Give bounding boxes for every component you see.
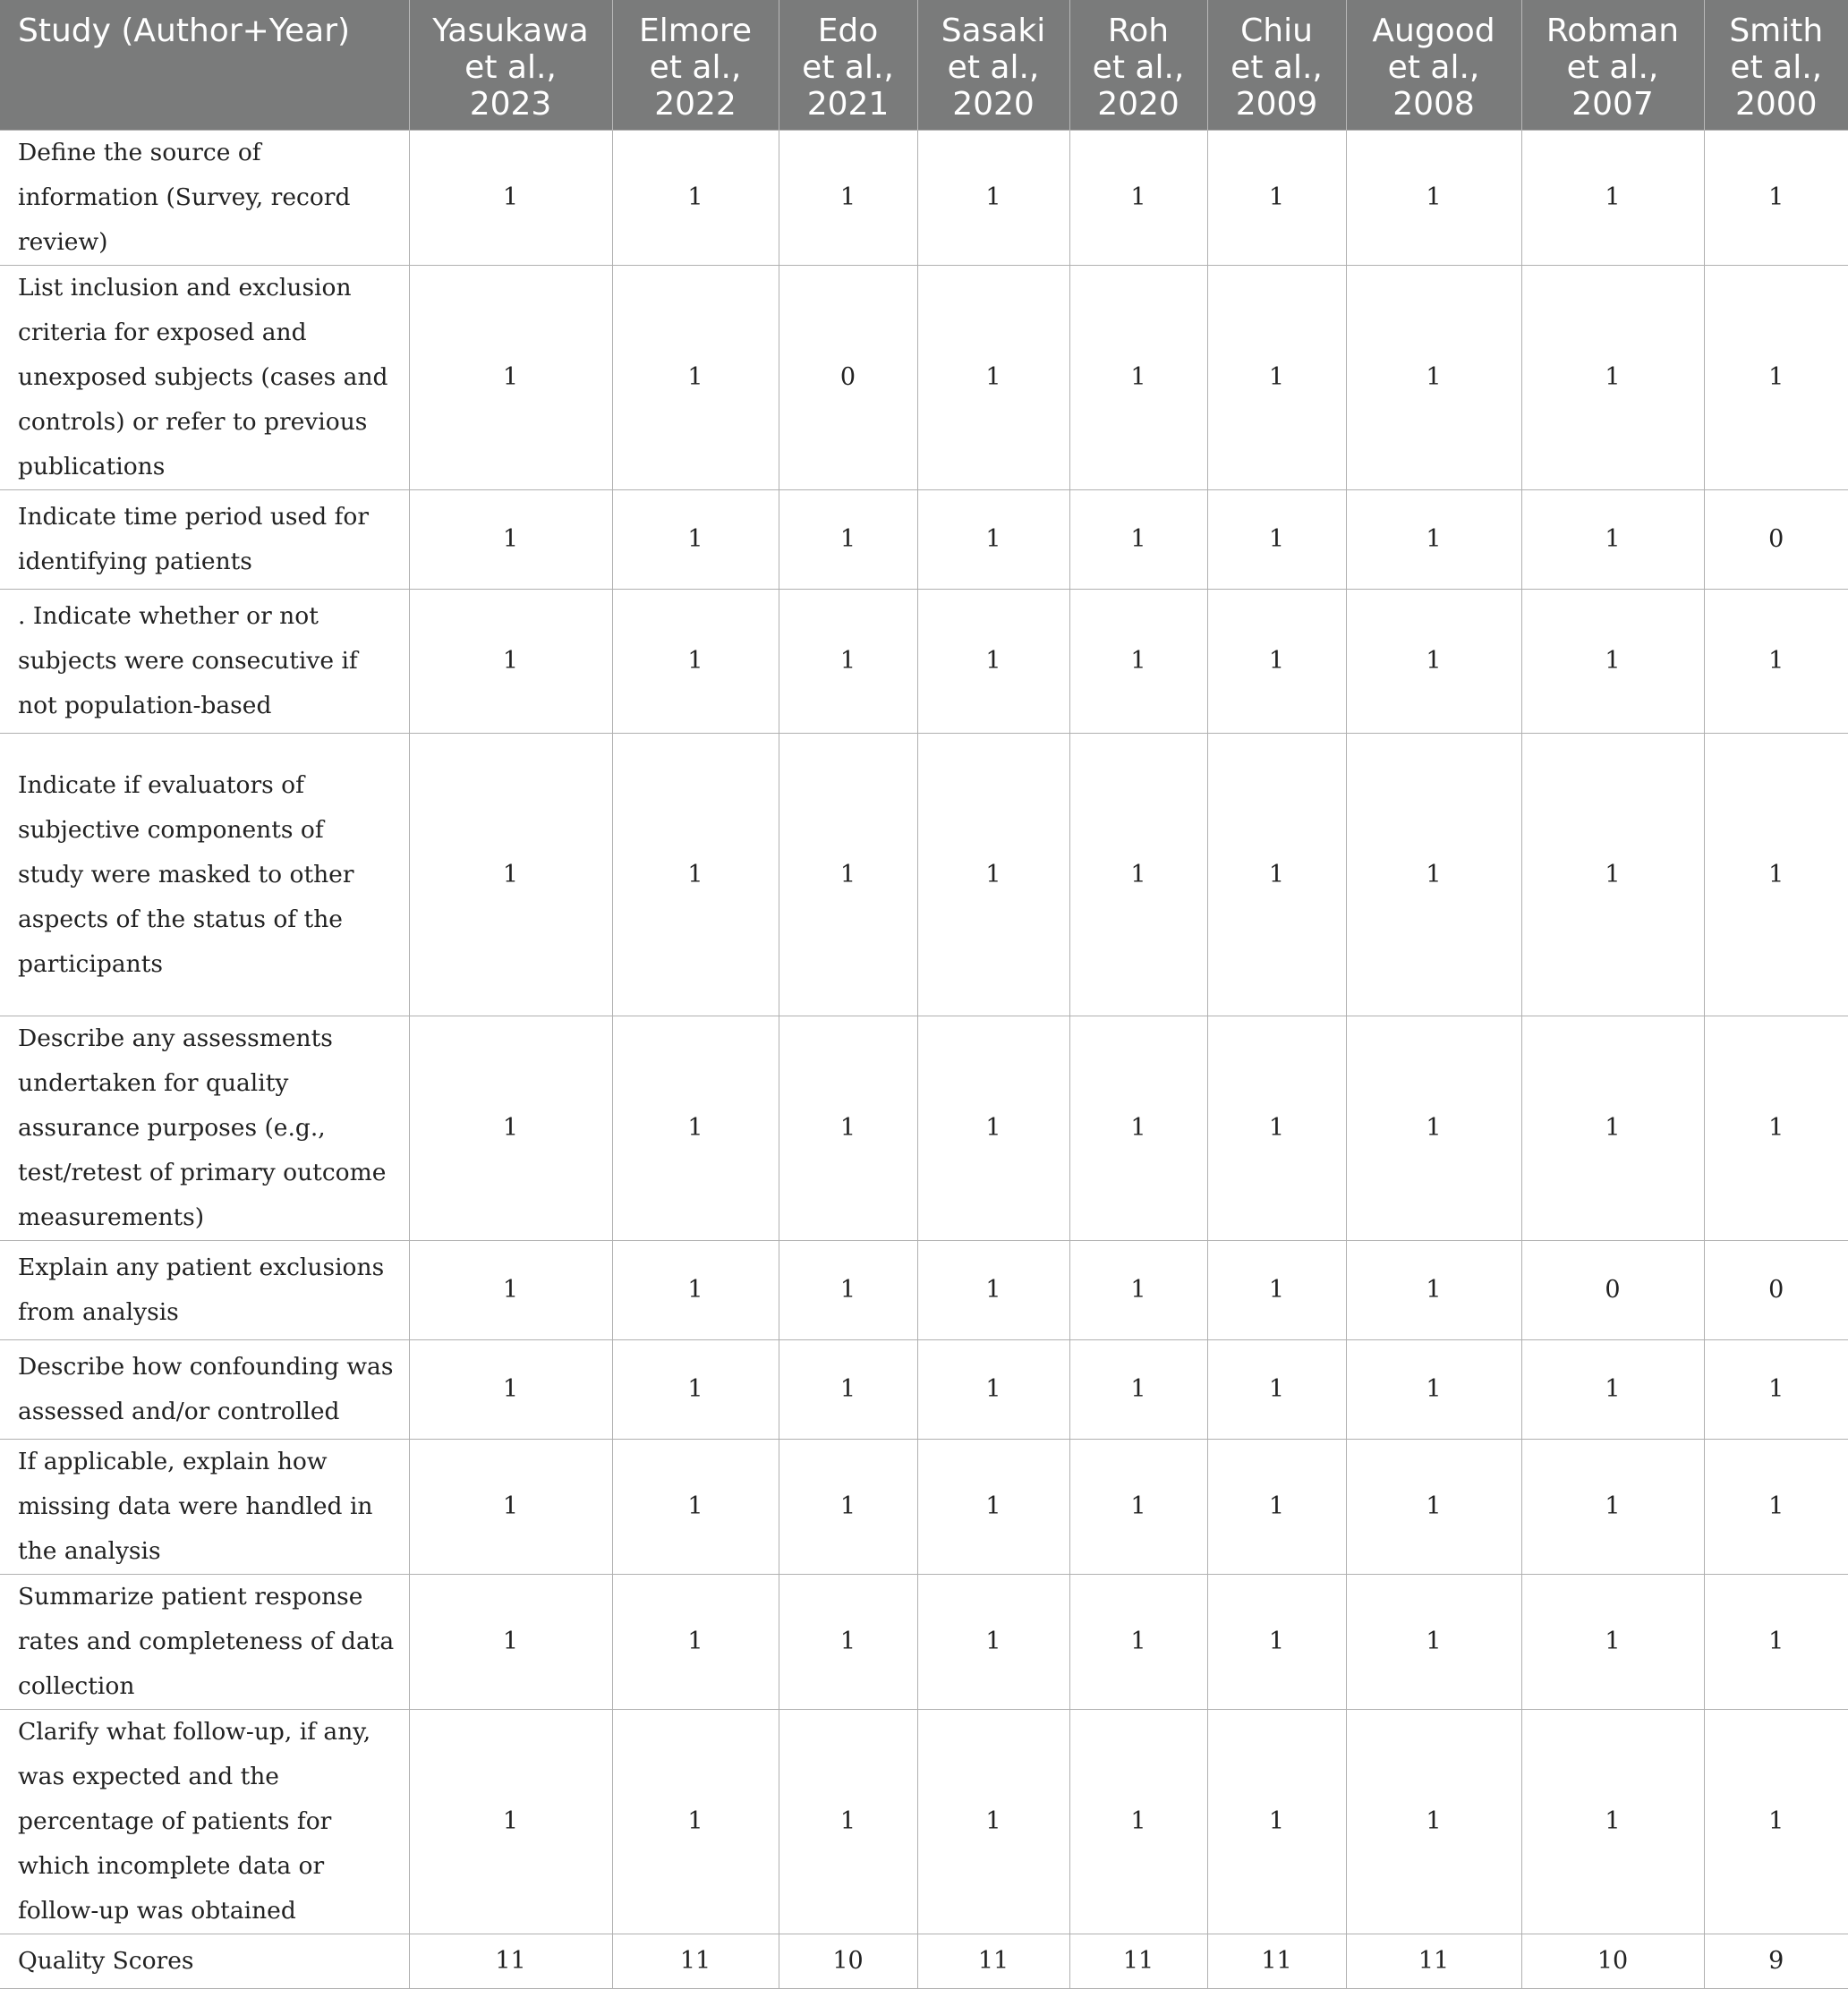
score-cell: 1 (612, 1241, 779, 1340)
score-cell: 1 (409, 1440, 612, 1575)
study-year: 2023 (469, 86, 552, 123)
score-cell: 1 (409, 1575, 612, 1710)
study-header (779, 0, 917, 131)
score-cell: 1 (917, 490, 1069, 590)
score-cell: 1 (612, 1575, 779, 1710)
score-cell: 1 (1521, 1340, 1704, 1440)
score-cell: 1 (1704, 266, 1848, 490)
study-header (917, 0, 1069, 131)
study-year: 2000 (1734, 86, 1818, 123)
score-cell: 1 (779, 131, 917, 266)
score-cell: 1 (409, 734, 612, 1016)
study-etal: et al., (1387, 49, 1480, 86)
quality-scores-row (0, 1934, 1848, 1989)
study-header (612, 0, 779, 131)
score-cell: 1 (779, 1575, 917, 1710)
study-year: 2021 (806, 86, 890, 123)
study-author: Smith (1729, 13, 1824, 49)
score-cell: 1 (1521, 131, 1704, 266)
criterion-cell: If applicable, explain how missing data were handled in the analysis (0, 1440, 409, 1575)
score-cell: 1 (1069, 490, 1207, 590)
score-cell: 11 (1346, 1934, 1521, 1989)
score-cell: 1 (1521, 590, 1704, 734)
score-cell: 1 (779, 1016, 917, 1241)
score-cell: 10 (779, 1934, 917, 1989)
score-cell: 1 (917, 131, 1069, 266)
score-cell: 1 (1346, 1440, 1521, 1575)
score-cell: 1 (1207, 131, 1346, 266)
study-etal: et al., (649, 49, 742, 86)
score-cell: 1 (612, 1710, 779, 1934)
score-cell: 1 (612, 734, 779, 1016)
table-row (0, 490, 1848, 590)
score-cell: 1 (409, 490, 612, 590)
score-cell: 11 (917, 1934, 1069, 1989)
score-cell: 0 (1704, 490, 1848, 590)
criterion-cell: Describe any assessments undertaken for quality assurance purposes (e.g., test/retest of primary outcome measurements) (0, 1016, 409, 1241)
study-etal: et al., (802, 49, 894, 86)
score-cell: 1 (1346, 266, 1521, 490)
score-cell: 1 (1207, 590, 1346, 734)
table-row (0, 734, 1848, 1016)
score-cell: 1 (917, 1710, 1069, 1934)
study-etal: et al., (1231, 49, 1323, 86)
table-row (0, 1016, 1848, 1241)
header-row (0, 0, 1848, 131)
score-cell: 1 (1346, 1575, 1521, 1710)
score-cell: 1 (1207, 1340, 1346, 1440)
score-cell: 1 (612, 590, 779, 734)
score-cell: 1 (917, 1016, 1069, 1241)
score-cell: 1 (1704, 1710, 1848, 1934)
study-etal: et al., (1092, 49, 1185, 86)
score-cell: 1 (1346, 1016, 1521, 1241)
score-cell: 1 (1069, 131, 1207, 266)
study-header (1704, 0, 1848, 131)
score-cell: 1 (1069, 1710, 1207, 1934)
score-cell: 1 (1207, 734, 1346, 1016)
score-cell: 1 (612, 131, 779, 266)
study-year: 2020 (1097, 86, 1179, 123)
score-cell: 1 (1704, 1575, 1848, 1710)
score-cell: 9 (1704, 1934, 1848, 1989)
score-cell: 1 (612, 266, 779, 490)
score-cell: 1 (779, 590, 917, 734)
study-header (409, 0, 612, 131)
score-cell: 1 (1346, 131, 1521, 266)
score-cell: 11 (612, 1934, 779, 1989)
score-cell: 1 (1521, 1440, 1704, 1575)
score-cell: 1 (1346, 1710, 1521, 1934)
table-row (0, 1340, 1848, 1440)
score-cell: 1 (409, 1016, 612, 1241)
score-cell: 1 (1521, 266, 1704, 490)
score-cell: 1 (1069, 734, 1207, 1016)
study-etal: et al., (947, 49, 1040, 86)
score-cell: 1 (1346, 734, 1521, 1016)
score-cell: 1 (917, 1440, 1069, 1575)
study-author: Roh (1107, 13, 1170, 49)
study-etal: et al., (1566, 49, 1659, 86)
score-cell: 1 (1069, 1575, 1207, 1710)
score-cell: 1 (1069, 590, 1207, 734)
study-header (1069, 0, 1207, 131)
score-cell: 1 (1521, 1016, 1704, 1241)
score-cell: 11 (409, 1934, 612, 1989)
score-cell: 1 (1207, 1440, 1346, 1575)
score-cell: 1 (917, 266, 1069, 490)
criterion-cell: Summarize patient response rates and completeness of data collection (0, 1575, 409, 1710)
score-cell: 1 (612, 1340, 779, 1440)
score-cell: 10 (1521, 1934, 1704, 1989)
study-author: Elmore (639, 13, 752, 49)
score-cell: 1 (917, 1575, 1069, 1710)
score-cell: 0 (1704, 1241, 1848, 1340)
score-cell: 1 (779, 490, 917, 590)
criterion-cell: List inclusion and exclusion criteria for exposed and unexposed subjects (cases and controls) or refer to previous publications (0, 266, 409, 490)
score-cell: 1 (1069, 1016, 1207, 1241)
score-cell: 1 (917, 590, 1069, 734)
score-cell: 1 (1069, 1340, 1207, 1440)
score-cell: 1 (409, 1241, 612, 1340)
score-cell: 1 (612, 1016, 779, 1241)
study-header (1346, 0, 1521, 131)
score-cell: 1 (1069, 266, 1207, 490)
table-row (0, 266, 1848, 490)
study-header-label: Study (Author+Year) (0, 0, 409, 131)
study-author: Chiu (1240, 13, 1313, 49)
score-cell: 1 (1069, 1440, 1207, 1575)
score-cell: 1 (1207, 1710, 1346, 1934)
score-cell: 1 (779, 1710, 917, 1934)
table-row (0, 590, 1848, 734)
score-cell: 1 (1069, 1241, 1207, 1340)
score-cell: 1 (1207, 1016, 1346, 1241)
score-cell: 1 (1704, 1440, 1848, 1575)
study-author: Sasaki (941, 13, 1046, 49)
score-cell: 1 (1207, 490, 1346, 590)
score-cell: 1 (917, 734, 1069, 1016)
study-etal: et al., (1730, 49, 1823, 86)
score-cell: 1 (409, 131, 612, 266)
score-cell: 1 (1346, 1241, 1521, 1340)
study-etal: et al., (464, 49, 557, 86)
score-cell: 1 (409, 266, 612, 490)
study-year: 2007 (1571, 86, 1654, 123)
study-header (1207, 0, 1346, 131)
score-cell: 1 (1521, 734, 1704, 1016)
score-cell: 1 (1704, 590, 1848, 734)
score-cell: 1 (1346, 590, 1521, 734)
score-cell: 1 (1207, 1575, 1346, 1710)
study-year: 2020 (952, 86, 1035, 123)
table-row (0, 131, 1848, 266)
table-row (0, 1241, 1848, 1340)
study-year: 2008 (1392, 86, 1475, 123)
score-cell: 1 (1346, 1340, 1521, 1440)
table-row (0, 1710, 1848, 1934)
score-cell: 1 (1704, 734, 1848, 1016)
score-cell: 1 (1207, 1241, 1346, 1340)
criterion-cell: Explain any patient exclusions from analysis (0, 1241, 409, 1340)
score-cell: 1 (1704, 1016, 1848, 1241)
study-header (1521, 0, 1704, 131)
score-cell: 1 (1207, 266, 1346, 490)
score-cell: 1 (917, 1241, 1069, 1340)
table-row (0, 1440, 1848, 1575)
table-body (0, 131, 1848, 1989)
study-author: Augood (1372, 13, 1495, 49)
score-cell: 0 (779, 266, 917, 490)
study-year: 2009 (1235, 86, 1318, 123)
study-year: 2022 (654, 86, 737, 123)
score-cell: 11 (1069, 1934, 1207, 1989)
score-cell: 1 (1346, 490, 1521, 590)
score-cell: 1 (779, 1340, 917, 1440)
score-cell: 1 (917, 1340, 1069, 1440)
score-cell: 1 (612, 1440, 779, 1575)
score-cell: 1 (409, 1340, 612, 1440)
criterion-cell: Indicate if evaluators of subjective components of study were masked to other aspects of the status of the participants (0, 734, 409, 1016)
criterion-cell: Describe how confounding was assessed and/or controlled (0, 1340, 409, 1440)
criterion-cell: Clarify what follow-up, if any, was expected and the percentage of patients for which incomplete data or follow-up was obtained (0, 1710, 409, 1934)
score-cell: 1 (409, 590, 612, 734)
score-cell: 1 (409, 1710, 612, 1934)
criterion-cell: Quality Scores (0, 1934, 409, 1989)
study-author: Robman (1546, 13, 1680, 49)
score-cell: 1 (1521, 1575, 1704, 1710)
score-cell: 1 (1704, 1340, 1848, 1440)
score-cell: 1 (1704, 131, 1848, 266)
score-cell: 1 (1521, 1710, 1704, 1934)
study-author: Edo (817, 13, 879, 49)
score-cell: 1 (779, 1241, 917, 1340)
score-cell: 0 (1521, 1241, 1704, 1340)
criterion-cell: . Indicate whether or not subjects were consecutive if not population-based (0, 590, 409, 734)
score-cell: 1 (779, 1440, 917, 1575)
study-author: Yasukawa (432, 13, 589, 49)
score-cell: 1 (612, 490, 779, 590)
criterion-cell: Define the source of information (Survey, record review) (0, 131, 409, 266)
score-cell: 1 (779, 734, 917, 1016)
table-row (0, 1575, 1848, 1710)
score-cell: 11 (1207, 1934, 1346, 1989)
criterion-cell: Indicate time period used for identifying patients (0, 490, 409, 590)
score-cell: 1 (1521, 490, 1704, 590)
